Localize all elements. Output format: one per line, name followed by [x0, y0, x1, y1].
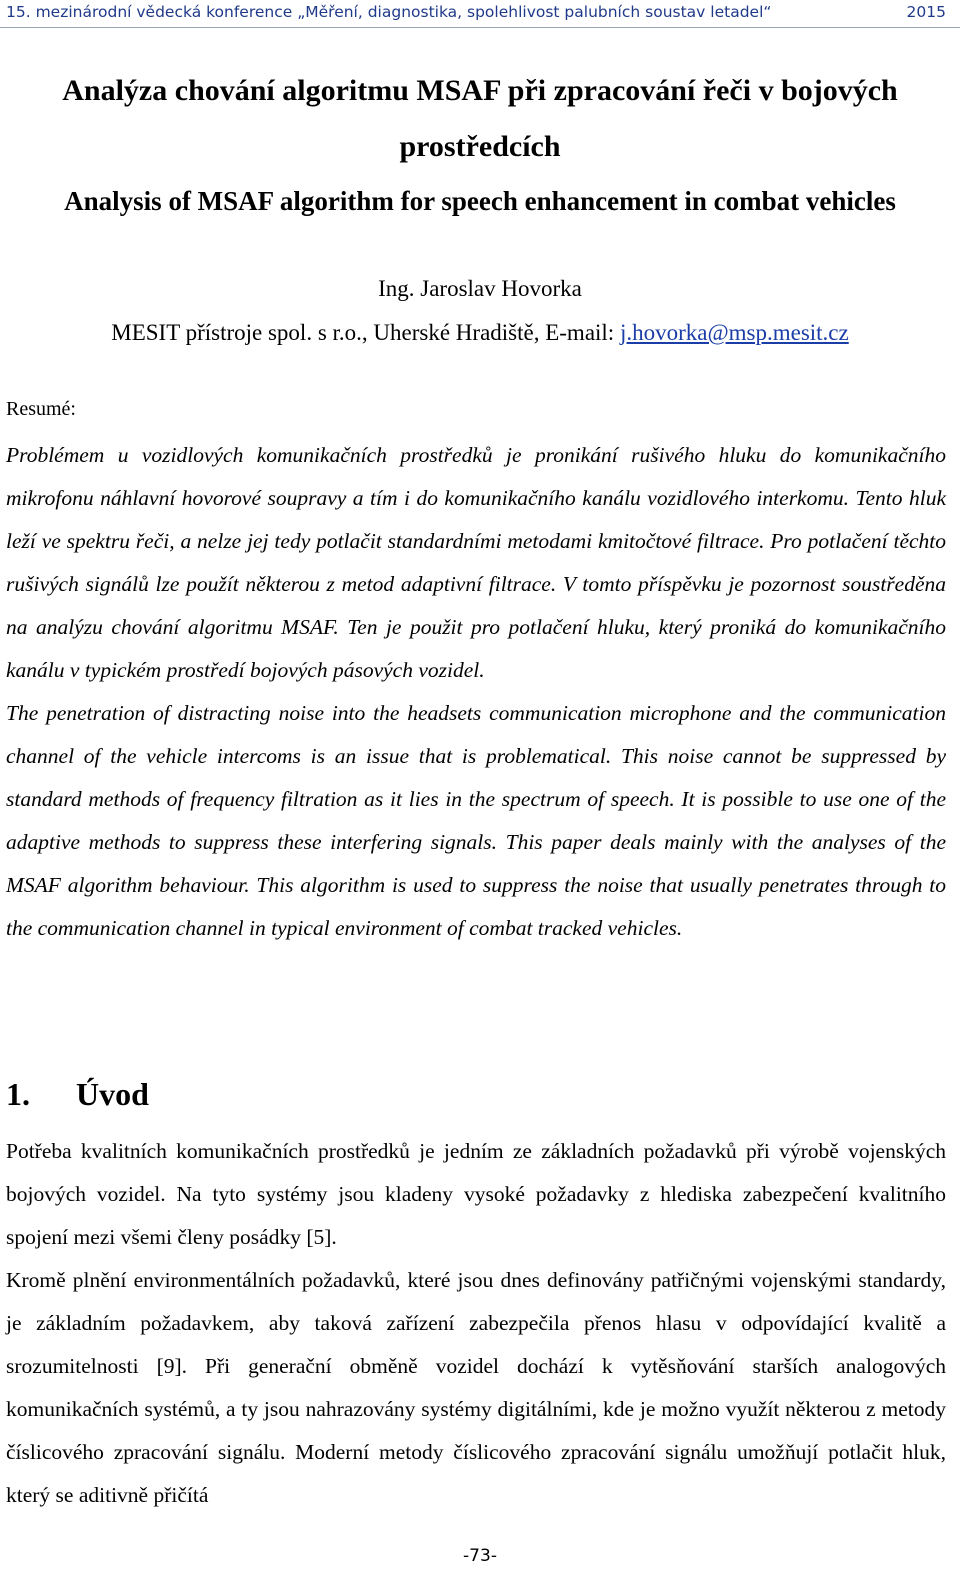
abstract-label: Resumé:: [6, 398, 76, 420]
abstract-english: The penetration of distracting noise into the headsets communication microphone and the communication channel of the vehicle intercoms is an issue that is problematical. This noise cannot be suppressed by standard methods of frequency filtration as it lies in the spectrum of speech. It is possible to use one of the adaptive methods to suppress these interfering signals. This paper deals mainly with the analyses of the MSAF algorithm behaviour. This algorithm is used to suppress the noise that usually penetrates through to the communication channel in typical environment of combat tracked vehicles.: [6, 701, 946, 940]
conference-name: 15. mezinárodní vědecká konference „Měření, diagnostika, spolehlivost palubních soustav letadel“: [6, 3, 772, 21]
abstract: [6, 434, 946, 950]
section-body: [6, 1130, 946, 1517]
header-divider: [0, 27, 960, 28]
title-czech-line2: prostředcích: [399, 130, 561, 163]
conference-year: 2015: [906, 3, 946, 21]
title-czech-line1: Analýza chování algoritmu MSAF při zpracování řeči v bojových: [62, 74, 898, 107]
abstract-czech: Problémem u vozidlových komunikačních prostředků je pronikání rušivého hluku do komunikačního mikrofonu náhlavní hovorové soupravy a tím i do komunikačního kanálu vozidlového interkomu. Tento hluk leží ve spektru řeči, a nelze jej tedy potlačit standardními metodami kmitočtové filtrace. Pro potlačení těchto rušivých signálů lze použít některou z metod adaptivní filtrace. V tomto příspěvku je pozornost soustředěna na analýzu chování algoritmu MSAF. Ten je použit pro potlačení hluku, který proniká do komunikačního kanálu v typickém prostředí bojových pásových vozidel.: [6, 443, 946, 682]
affiliation-text: MESIT přístroje spol. s r.o., Uherské Hradiště, E-mail:: [111, 320, 620, 345]
section-title: Úvod: [76, 1076, 149, 1112]
author-affiliation: [0, 320, 960, 346]
author-name: Ing. Jaroslav Hovorka: [378, 276, 582, 301]
body-paragraph-1: Potřeba kvalitních komunikačních prostředků je jedním ze základních požadavků při výrobě vojenských bojových vozidel. Na tyto systémy jsou kladeny vysoké požadavky z hlediska zabezpečení kvalitního spojení mezi všemi členy posádky [5].: [6, 1139, 946, 1249]
section-number: 1.: [6, 1076, 30, 1112]
running-header: [6, 0, 946, 28]
section-heading: [6, 1076, 149, 1113]
body-paragraph-2: Kromě plnění environmentálních požadavků, které jsou dnes definovány patřičnými vojenskými standardy, je základním požadavkem, aby taková zařízení zabezpečila přenos hlasu v odpovídající kvalitě a srozumitelnosti [9]. Při generační obměně vozidel dochází k vytěsňování starších analogových komunikačních systémů, a ty jsou nahrazovány systémy digitálními, kde je možno využít některou z metody číslicového zpracování signálu. Moderní metody číslicového zpracování signálu umožňují potlačit hluk, který se aditivně přičítá: [6, 1268, 946, 1507]
author-email-link[interactable]: j.hovorka@msp.mesit.cz: [619, 320, 849, 345]
page-number: -73-: [463, 1546, 497, 1566]
title-english: Analysis of MSAF algorithm for speech enhancement in combat vehicles: [64, 186, 896, 216]
